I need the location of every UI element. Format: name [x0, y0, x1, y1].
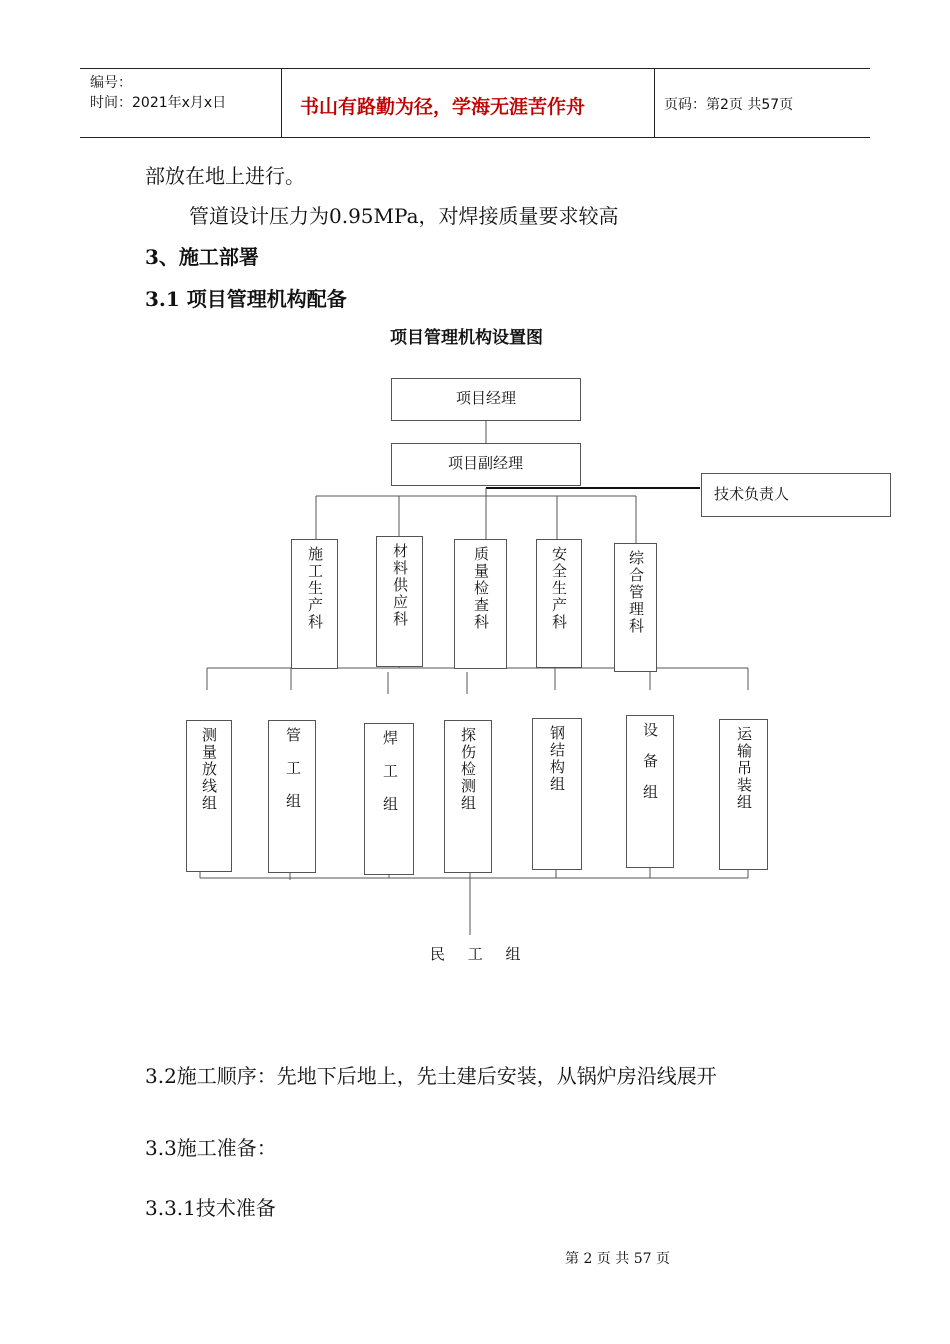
time-label: 时间：2021年x月x日	[90, 95, 227, 111]
department-label: 质量检查科	[472, 546, 490, 631]
department-label: 施工生产科	[306, 546, 324, 631]
page-label: 页码：第2页 共57页	[664, 97, 794, 113]
department-label: 材料供应科	[391, 543, 409, 628]
department-box	[614, 543, 657, 672]
group-label: 管工组	[284, 727, 302, 826]
department-label: 综合管理科	[627, 550, 645, 635]
group-label: 设备组	[641, 722, 659, 815]
header-motto: 书山有路勤为径，学海无涯苦作舟	[300, 96, 586, 118]
deputy-manager-box	[391, 443, 581, 486]
deputy-manager-label: 项目副经理	[448, 454, 524, 472]
tech-lead-label: 技术负责人	[714, 485, 790, 503]
chart-title: 项目管理机构设置图	[390, 328, 543, 348]
subsection-heading: 3.1 项目管理机构配备	[145, 287, 347, 311]
group-box	[532, 718, 582, 870]
workers-label: 民 工 组	[430, 945, 521, 963]
group-label: 焊工组	[381, 730, 399, 829]
group-box	[626, 715, 674, 868]
department-box	[291, 539, 338, 669]
section-heading: 3、施工部署	[145, 245, 259, 269]
department-box	[454, 539, 507, 669]
section-text: 3.3.1技术准备	[145, 1196, 276, 1220]
group-box	[364, 723, 414, 875]
department-label: 安全生产科	[550, 546, 568, 631]
group-label: 探伤检测组	[459, 727, 477, 812]
project-manager-box	[391, 378, 581, 421]
department-box	[536, 539, 582, 668]
group-box	[186, 720, 232, 872]
department-box	[376, 536, 423, 667]
tech-lead-box	[701, 473, 891, 517]
group-label: 钢结构组	[548, 725, 566, 793]
section-text: 3.2施工顺序：先地下后地上，先土建后安装，从锅炉房沿线展开	[145, 1064, 717, 1088]
project-manager-label: 项目经理	[456, 389, 517, 407]
section-text: 3.3施工准备：	[145, 1136, 277, 1160]
group-label: 测量放线组	[200, 727, 218, 812]
group-box	[268, 720, 316, 873]
paragraph-line: 管道设计压力为0.95MPa，对焊接质量要求较高	[189, 204, 619, 228]
page-footer: 第 2 页 共 57 页	[565, 1251, 670, 1267]
group-box	[444, 720, 492, 873]
paragraph-line: 部放在地上进行。	[145, 164, 305, 188]
group-box	[719, 719, 768, 870]
group-label: 运输吊装组	[735, 726, 753, 811]
serial-label: 编号：	[90, 75, 132, 91]
